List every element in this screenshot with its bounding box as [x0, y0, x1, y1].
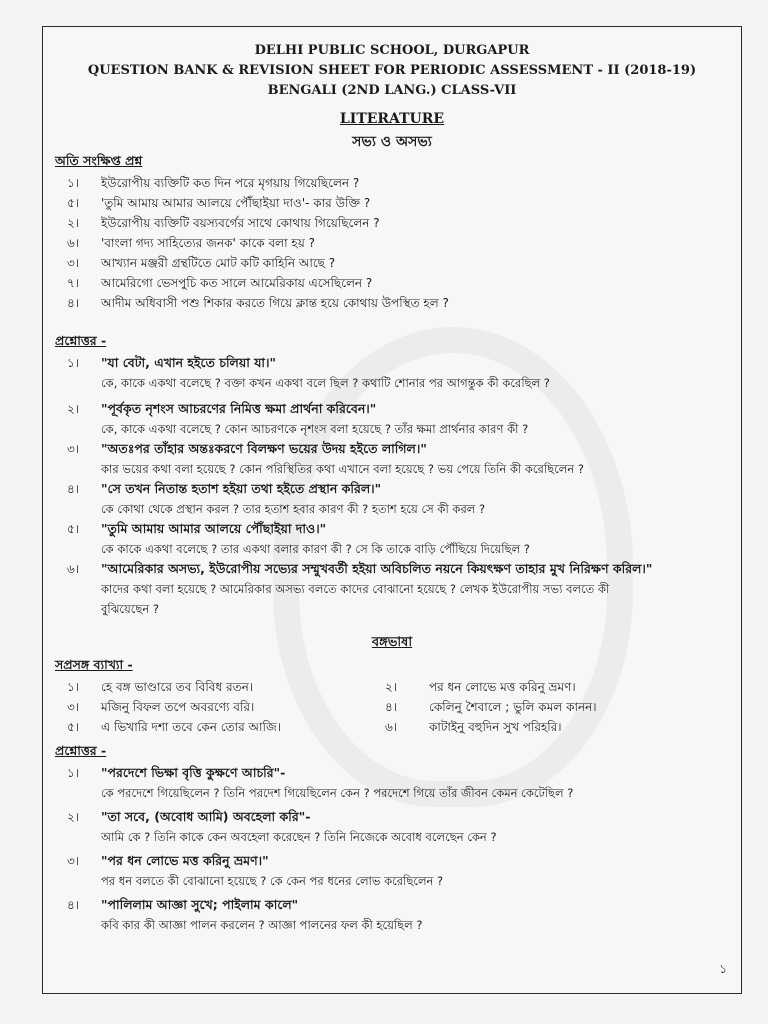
explanation-number: ১।	[67, 680, 80, 694]
explanation-line: কেলিনু শৈবালে ; ভুলি কমল কানন।	[429, 700, 597, 714]
chapter-title: সভ্য ও অসভ্য	[352, 134, 432, 150]
sub-question-text: কার ভয়ের কথা বলা হয়েছে ? কোন পরিস্থিতির কথা এখানে বলা হয়েছে ? ভয় পেয়ে তিনি কী করেছিলেন ?	[101, 462, 584, 476]
sub-question-text: কে কোথা থেকে প্রস্থান করল ? তার হতাশ হবার কারণ কী ? হতাশ হয়ে সে কী করল ?	[101, 502, 486, 516]
quote-text: "পর ধন লোভে মত্ত করিনু ভ্রমণ।"	[101, 853, 269, 868]
question-text: আমেরিগো ভেসপুচি কত সালে আমেরিকায় এসেছিলেন ?	[101, 276, 373, 290]
quote-text: "পরদেশে ভিক্ষা বৃত্তি কুক্ষণে আচরি"-	[101, 765, 286, 780]
question-number: ১।	[67, 356, 80, 370]
quote-text: "আমেরিকার অসভ্য, ইউরোপীয় সভ্যের সম্মুখবর্তী হইয়া অবিচলিত নয়নে কিয়ৎক্ষণ তাহার মুখ নিরিক্ষণ করিল।"	[101, 561, 653, 576]
question-number: ২।	[67, 216, 80, 230]
sub-question-text: কে, কাকে একথা বলেছে ? কোন আচরণকে নৃশংস বলা হয়েছে ? তাঁর ক্ষমা প্রার্থনার কারণ কী ?	[101, 422, 529, 436]
quote-text: "সে তখন নিতান্ত হতাশ হইয়া তথা হইতে প্রস্থান করিল।"	[101, 481, 382, 496]
question-number: ৫।	[67, 196, 80, 210]
question-number: ১।	[67, 766, 80, 780]
question-number: ৩।	[67, 256, 80, 270]
section-literature: LITERATURE	[339, 111, 445, 127]
explanation-line: হে বঙ্গ ভাণ্ডারে তব বিবিধ রতন।	[101, 680, 254, 694]
question-text: আদীম অধিবাসী পশু শিকার করতে গিয়ে ক্লান্ত হয়ে কোথায় উপস্থিত হল ?	[101, 296, 449, 310]
question-text: ইউরোপীয় ব্যক্তিটি বয়স্যবর্গের সাথে কোথায় গিয়েছিলেন ?	[101, 216, 380, 230]
sub-question-text: আমি কে ? তিনি কাকে কেন অবহেলা করেছেন ? তিনি নিজেকে অবোধ বলেছেন কেন ?	[101, 830, 497, 844]
poem-title: বঙ্গভাষা	[371, 635, 413, 650]
question-text: ইউরোপীয় ব্যক্তিটি কত দিন পরে মৃগয়ায় গিয়েছিলেন ?	[101, 176, 360, 190]
explanation-number: ৫।	[67, 720, 80, 734]
qa1-heading: প্রশ্নোত্তর -	[55, 333, 107, 348]
quote-text: "যা বেটা, এখান হইতে চলিয়া যা।"	[101, 355, 277, 370]
question-text: 'তুমি আমায় আমার আলয়ে পৌঁছাইয়া দাও'- কার উক্তি ?	[101, 196, 371, 210]
question-number: ৪।	[67, 296, 80, 310]
sheet-title: QUESTION BANK & REVISION SHEET FOR PERIODIC ASSESSMENT - II (2018-19)	[87, 63, 697, 78]
question-number: ৩।	[67, 442, 80, 456]
quote-text: "তুমি আমায় আমার আলয়ে পৌঁছাইয়া দাও।"	[101, 521, 327, 536]
question-number: ৪।	[67, 898, 80, 912]
explanation-heading: সপ্রসঙ্গ ব্যাখ্যা -	[55, 657, 133, 672]
question-number: ২।	[67, 402, 80, 416]
quote-text: "পালিলাম আজ্ঞা সুখে; পাইলাম কালে"	[101, 897, 299, 912]
quote-text: "অতঃপর তাঁহার অন্তঃকরণে বিলক্ষণ ভয়ের উদয় হইতে লাগিল।"	[101, 441, 427, 456]
quote-text: "পূর্বকৃত নৃশংস আচরণের নিমিত্ত ক্ষমা প্রার্থনা করিবেন।"	[101, 401, 377, 416]
question-number: ৪।	[67, 482, 80, 496]
question-number: ৫।	[67, 522, 80, 536]
question-number: ৭।	[67, 276, 80, 290]
sub-question-text: কবি কার কী আজ্ঞা পালন করলেন ? আজ্ঞা পালনের ফল কী হয়েছিল ?	[101, 918, 423, 932]
sub-question-text: পর ধন বলতে কী বোঝানো হয়েছে ? কে কেন পর ধনের লোভ করেছিলেন ?	[101, 874, 444, 888]
question-number: ১।	[67, 176, 80, 190]
qa2-heading: প্রশ্নোত্তর -	[55, 743, 107, 758]
question-number: ৬।	[67, 562, 80, 576]
explanation-line: কাটাইনু বহুদিন সুখ পরিহরি।	[429, 720, 562, 734]
question-number: ৩।	[67, 854, 80, 868]
question-sheet	[42, 26, 742, 994]
explanation-number: ৩।	[67, 700, 80, 714]
question-text: 'বাংলা গদ্য সাহিত্যের জনক' কাকে বলা হয় ?	[101, 236, 315, 250]
school-name: DELHI PUBLIC SCHOOL, DURGAPUR	[254, 43, 530, 58]
sub-question-text: কাদের কথা বলা হয়েছে ? আমেরিকার অসভ্য বলতে কাদের বোঝানো হয়েছে ? লেখক ইউরোপীয় সভ্য বলতে কী	[101, 582, 610, 596]
question-number: ২।	[67, 810, 80, 824]
explanation-number: ২।	[385, 680, 398, 694]
question-text: আখ্যান মঞ্জরী গ্রন্থটিতে মোট কটি কাহিনি আছে ?	[101, 256, 336, 270]
sub-question-text: কে, কাকে একথা বলেছে ? বক্তা কখন একথা বলে ছিল ? কথাটি শোনার পর আগন্তুক কী করেছিল ?	[101, 376, 550, 390]
class-title: BENGALI (2ND LANG.) CLASS-VII	[267, 83, 517, 98]
page-number: ১	[719, 962, 727, 976]
explanation-number: ৪।	[385, 700, 398, 714]
explanation-number: ৬।	[385, 720, 398, 734]
sub-question-text: বুঝিয়েছেন ?	[101, 602, 160, 616]
explanation-line: মজিনু বিফল তপে অবরণ্যে বরি।	[101, 700, 255, 714]
question-number: ৬।	[67, 236, 80, 250]
sub-question-text: কে পরদেশে গিয়েছিলেন ? তিনি পরদেশ গিয়েছিলেন কেন ? পরদেশে গিয়ে তাঁর জীবন কেমন কেটেছিল ?	[101, 786, 574, 800]
sub-question-text: কে কাকে একথা বলেছে ? তার একথা বলার কারণ কী ? সে কি তাকে বাড়ি পৌঁছিয়ে দিয়েছিল ?	[101, 542, 530, 556]
explanation-line: এ ভিখারি দশা তবে কেন তোর আজি।	[101, 720, 282, 734]
quote-text: "তা সবে, (অবোধ আমি) অবহেলা করি"-	[101, 809, 311, 824]
explanation-line: পর ধন লোভে মত্ত করিনু ভ্রমণ।	[429, 680, 576, 694]
short-questions-heading: অতি সংক্ষিপ্ত প্রশ্ন	[55, 153, 143, 168]
